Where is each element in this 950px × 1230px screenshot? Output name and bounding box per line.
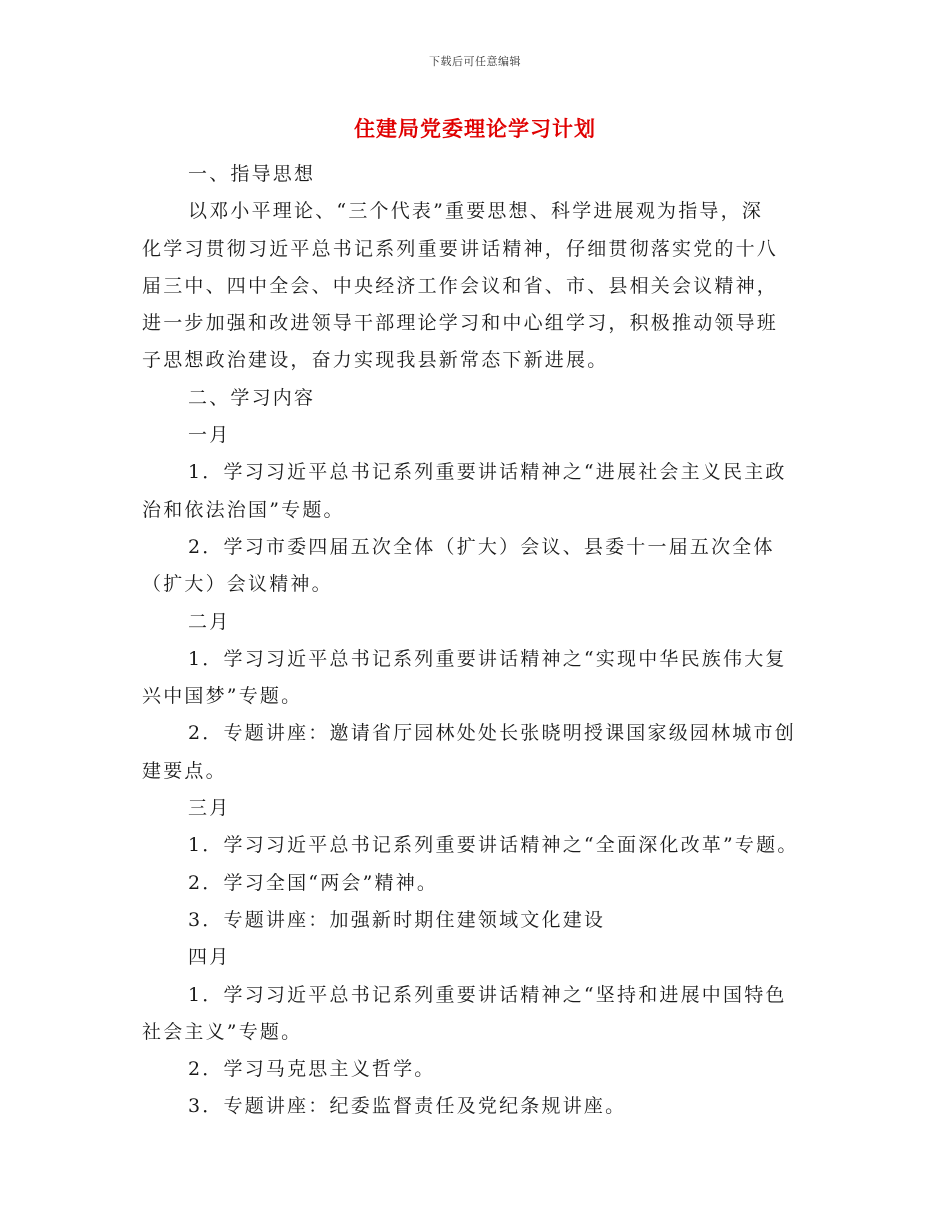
body-line: 一、指导思想 xyxy=(188,163,316,185)
body-line: 子思想政治建设，奋力实现我县新常态下新进展。 xyxy=(142,349,609,372)
body-line: 2．学习全国“两会”精神。 xyxy=(188,871,439,894)
document-title: 住建局党委理论学习计划 xyxy=(354,117,596,141)
body-line: 3．专题讲座：纪委监督责任及党纪条规讲座。 xyxy=(188,1095,627,1118)
body-line: 2．专题讲座：邀请省厅园林处处长张晓明授课国家级园林城市创 xyxy=(188,722,796,745)
body-line: 以邓小平理论、“三个代表”重要思想、科学进展观为指导，深 xyxy=(188,200,764,223)
body-line: 治和依法治国”专题。 xyxy=(142,498,345,521)
body-line: 建要点。 xyxy=(142,759,227,782)
body-line: 化学习贯彻习近平总书记系列重要讲话精神，仔细贯彻落实党的十八 xyxy=(142,237,779,260)
body-line: 二、学习内容 xyxy=(188,386,316,409)
body-line: 2．学习市委四届五次全体（扩大）会议、县委十一届五次全体 xyxy=(188,535,775,558)
body-line: （扩大）会议精神。 xyxy=(142,573,333,596)
body-line: 兴中国梦”专题。 xyxy=(142,685,303,708)
body-line: 2．学习马克思主义哲学。 xyxy=(188,1058,436,1081)
body-line: 3．专题讲座：加强新时期住建领域文化建设 xyxy=(188,908,606,931)
body-line: 1．学习习近平总书记系列重要讲话精神之“全面深化改革”专题。 xyxy=(188,834,799,857)
body-line: 四月 xyxy=(188,946,231,969)
body-line: 1．学习习近平总书记系列重要讲话精神之“实现中华民族伟大复 xyxy=(188,647,787,670)
body-line: 一月 xyxy=(188,424,231,447)
body-line: 进一步加强和改进领导干部理论学习和中心组学习，积极推动领导班 xyxy=(142,312,779,335)
body-line: 二月 xyxy=(188,610,231,633)
body-line: 1．学习习近平总书记系列重要讲话精神之“坚持和进展中国特色 xyxy=(188,983,787,1006)
body-line: 1．学习习近平总书记系列重要讲话精神之“进展社会主义民主政 xyxy=(188,461,787,484)
document-body xyxy=(142,156,822,1126)
body-line: 社会主义”专题。 xyxy=(142,1020,303,1043)
body-line: 三月 xyxy=(188,797,231,820)
body-line: 届三中、四中全会、中央经济工作会议和省、市、县相关会议精神， xyxy=(142,274,779,297)
header-note: 下载后可任意编辑 xyxy=(429,55,521,68)
